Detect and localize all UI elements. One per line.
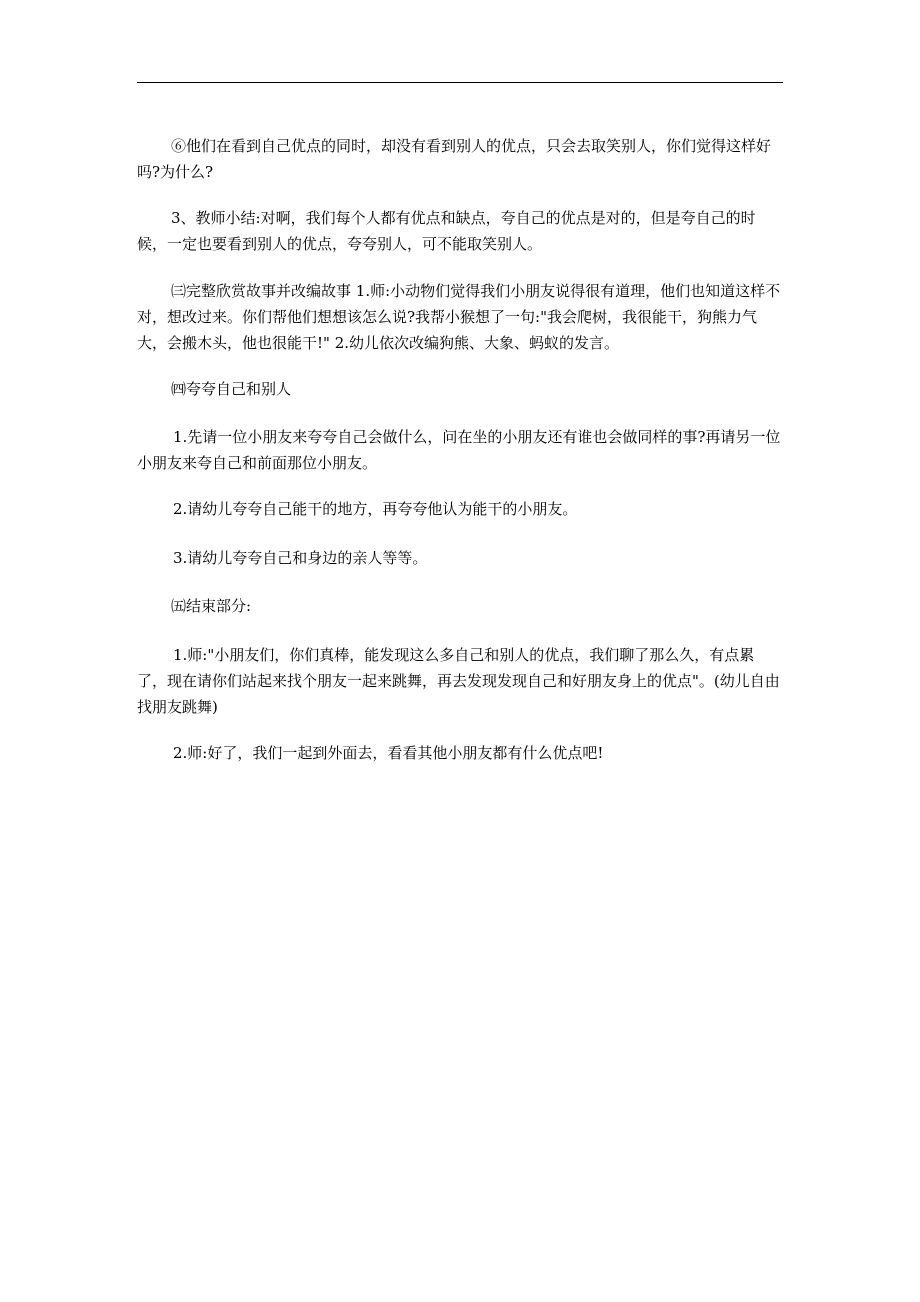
paragraph-step-5-2: 2.师:好了，我们一起到外面去，看看其他小朋友都有什么优点吧! [173, 744, 604, 762]
paragraph-question-6: ⑥他们在看到自己优点的同时，却没有看到别人的优点，只会去取笑别人，你们觉得这样好吗?为什么? [137, 137, 772, 181]
paragraph-teacher-summary: 3、教师小结:对啊，我们每个人都有优点和缺点，夸自己的优点是对的，但是夸自己的时候，一定也要看到别人的优点，夸夸别人，可不能取笑别人。 [137, 209, 756, 253]
paragraph-step-4-3: 3.请幼儿夸夸自己和身边的亲人等等。 [173, 549, 428, 567]
paragraph-step-4-1: 1.先请一位小朋友来夸夸自己会做什么，问在坐的小朋友还有谁也会做同样的事?再请另一位小朋友来夸自己和前面那位小朋友。 [137, 428, 781, 472]
section-heading-5: ㈤结束部分: [171, 597, 252, 615]
section-heading-4: ㈣夸夸自己和别人 [171, 380, 292, 398]
header-rule [137, 82, 783, 83]
paragraph-step-4-2: 2.请幼儿夸夸自己能干的地方，再夸夸他认为能干的小朋友。 [173, 500, 578, 518]
paragraph-step-5-1: 1.师:"小朋友们，你们真棒，能发现这么多自己和别人的优点，我们聊了那么久，有点累了，现在请你们站起来找个朋友一起来跳舞，再去发现发现自己和好朋友身上的优点"。(幼儿自由找朋友跳舞) [137, 646, 780, 716]
paragraph-section-3: ㈢完整欣赏故事并改编故事 1.师:小动物们觉得我们小朋友说得很有道理，他们也知道这样不对，想改过来。你们帮他们想想该怎么说?我帮小猴想了一句:"我会爬树，我很能干，狗熊力气大，会搬木头，他也很能干!" 2.幼儿依次改编狗熊、大象、蚂蚁的发言。 [137, 282, 781, 352]
